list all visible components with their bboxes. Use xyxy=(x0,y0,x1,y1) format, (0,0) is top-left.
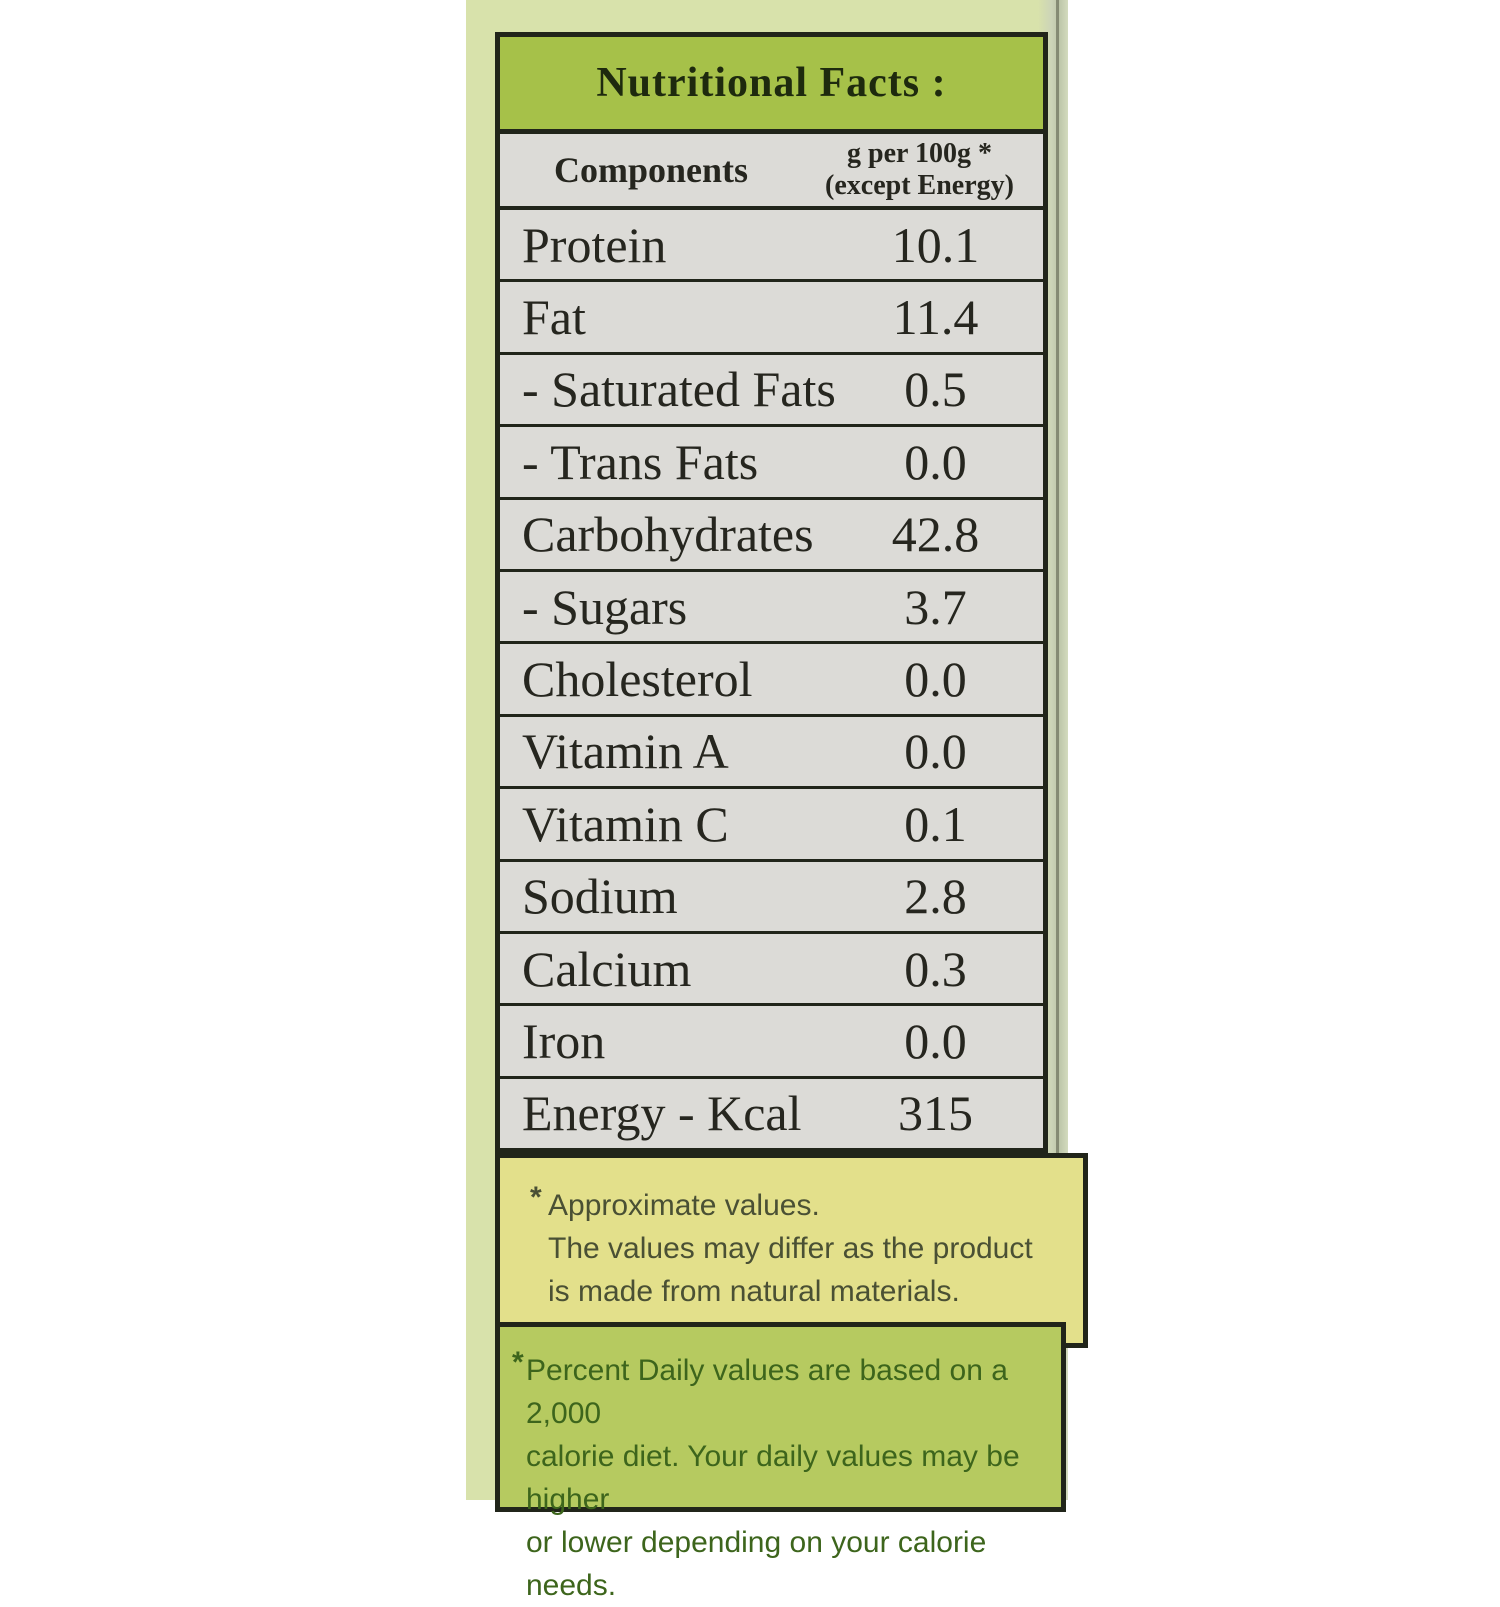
table-body xyxy=(500,210,1043,1148)
component-value: 11.4 xyxy=(892,289,979,346)
component-value: 0.0 xyxy=(904,1012,967,1069)
table-row xyxy=(500,497,1043,569)
daily-note-line3: or lower depending on your calorie needs. xyxy=(526,1526,987,1602)
table-row xyxy=(500,210,1043,279)
column-header-components: Components xyxy=(553,150,749,190)
table-row xyxy=(500,859,1043,931)
table-title-bar xyxy=(500,37,1043,134)
component-value: 315 xyxy=(898,1085,973,1142)
table-row xyxy=(500,641,1043,713)
component-value: 0.0 xyxy=(904,433,967,490)
table-header-row xyxy=(500,134,1043,210)
table-row xyxy=(500,279,1043,351)
column-header-per-100g-line1: g per 100g * xyxy=(847,138,992,169)
component-value: 2.8 xyxy=(904,868,967,925)
table-row xyxy=(500,1076,1043,1148)
component-value: 0.0 xyxy=(904,651,967,708)
table-row xyxy=(500,569,1043,641)
component-value: 10.1 xyxy=(891,216,980,273)
approx-note-line2: The values may differ as the product xyxy=(548,1232,1033,1265)
approx-note-line3: is made from natural materials. xyxy=(548,1275,960,1308)
daily-note-text1: Percent Daily values are based on a 2,000 xyxy=(526,1354,1008,1430)
component-value: 42.8 xyxy=(891,506,980,563)
component-name: Fat xyxy=(522,289,586,346)
table-row xyxy=(500,424,1043,496)
table-row xyxy=(500,931,1043,1003)
component-name: Vitamin C xyxy=(522,795,729,852)
asterisk-marker: * xyxy=(512,1346,524,1379)
column-header-per-100g-line2: (except Energy) xyxy=(825,170,1014,201)
asterisk-marker: * xyxy=(530,1181,542,1214)
column-header-per-100g xyxy=(802,138,1043,202)
component-value: 0.1 xyxy=(904,795,967,852)
table-row xyxy=(500,786,1043,858)
approx-note-text1: Approximate values. xyxy=(548,1189,820,1222)
table-row xyxy=(500,352,1043,424)
daily-note-line1 xyxy=(512,1346,1055,1435)
daily-values-note xyxy=(495,1322,1066,1602)
approximate-values-note xyxy=(495,1153,1088,1348)
component-name: Energy - Kcal xyxy=(522,1085,802,1142)
nutrition-table xyxy=(495,32,1048,1153)
component-name: Iron xyxy=(522,1012,606,1069)
component-name: Calcium xyxy=(522,940,692,997)
component-name: Vitamin A xyxy=(522,723,729,780)
component-value: 0.3 xyxy=(904,940,967,997)
component-name: Cholesterol xyxy=(522,651,753,708)
approx-note-line1 xyxy=(530,1181,1073,1227)
component-value: 0.5 xyxy=(904,361,967,418)
component-name: Sodium xyxy=(522,868,678,925)
component-name: - Saturated Fats xyxy=(522,361,836,418)
component-value: 0.0 xyxy=(904,723,967,780)
table-row xyxy=(500,714,1043,786)
component-value: 3.7 xyxy=(904,578,967,635)
component-name: Carbohydrates xyxy=(522,506,814,563)
nutrition-label-panel xyxy=(466,0,1068,1602)
component-name: - Trans Fats xyxy=(522,433,759,490)
table-row xyxy=(500,1003,1043,1075)
daily-note-line2: calorie diet. Your daily values may be higher xyxy=(526,1440,1020,1516)
page-title: Nutritional Facts : xyxy=(596,60,947,106)
component-name: Protein xyxy=(522,216,667,273)
component-name: - Sugars xyxy=(522,578,688,635)
